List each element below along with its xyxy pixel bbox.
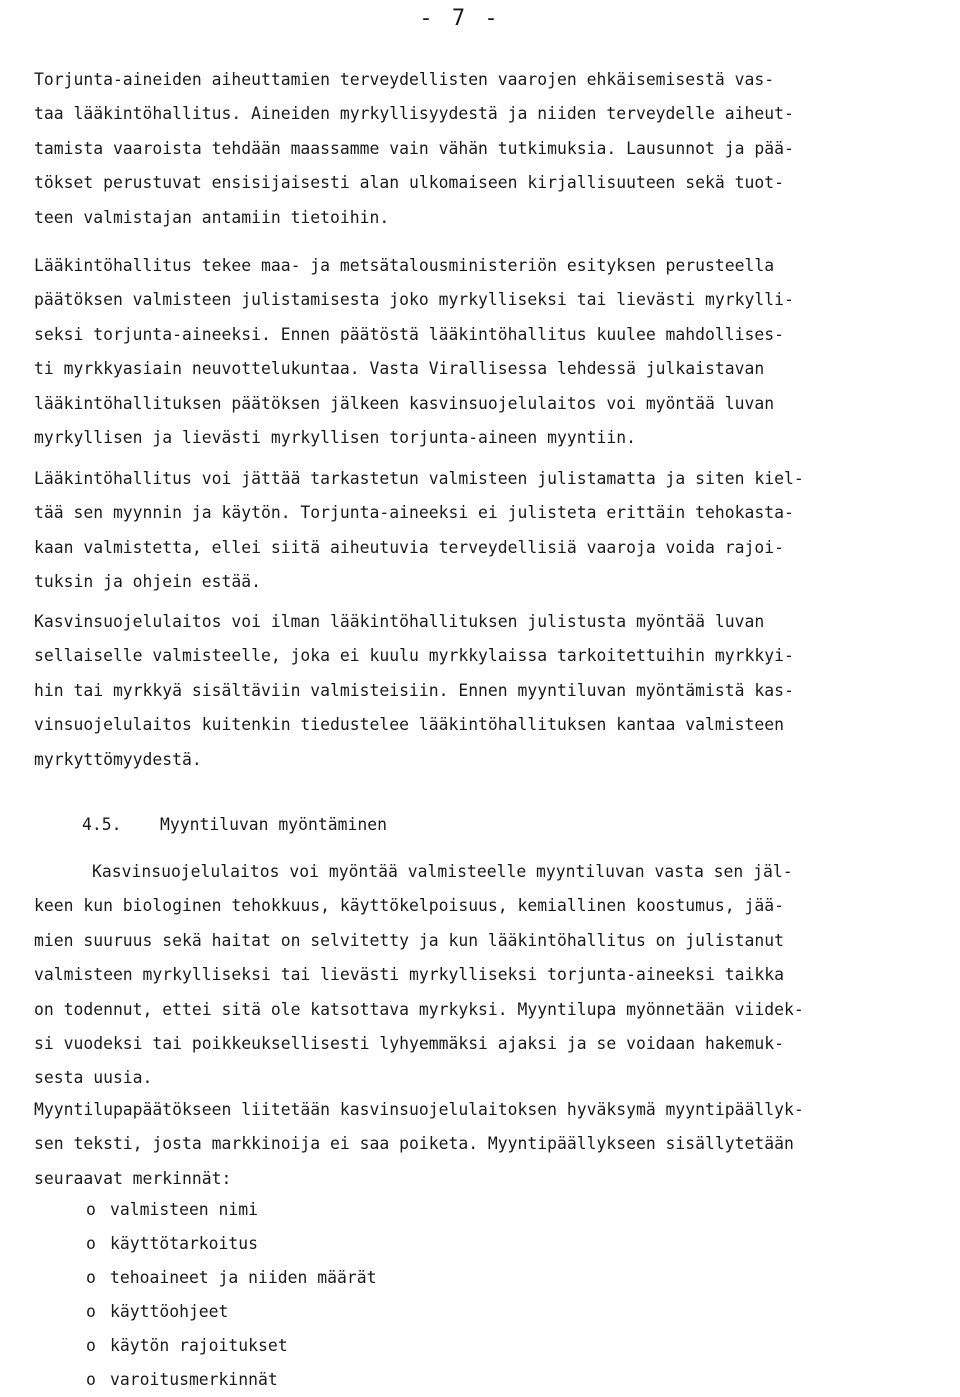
text-line: Lääkintöhallitus voi jättää tarkastetun valmisteen julistamatta ja siten kiel- (34, 469, 804, 488)
text-line: valmisteen myrkylliseksi tai lievästi myrkylliseksi torjunta-aineeksi taikka (34, 965, 784, 985)
text-line: myrkyllisen ja lievästi myrkyllisen torjunta-aineen myyntiin. (34, 428, 636, 448)
text-line: teen valmistajan antamiin tietoihin. (34, 207, 390, 227)
text-line: tuksin ja ohjein estää. (34, 572, 261, 592)
paragraph-toxicity-decision (34, 249, 900, 455)
text-line: seuraavat merkinnät: (34, 1168, 232, 1188)
paragraph-hazard-prevention (34, 63, 900, 235)
text-line: lääkintöhallituksen päätöksen jälkeen kasvinsuojelulaitos voi myöntää luvan (34, 393, 775, 413)
paragraph-label-text (34, 1093, 900, 1196)
text-line: Torjunta-aineiden aiheuttamien terveydellisten vaarojen ehkäisemisestä vas- (34, 70, 775, 89)
text-line: tää sen myynnin ja käytön. Torjunta-aineeksi ei julisteta erittäin tehokasta- (34, 503, 794, 523)
list-item-text: käyttötarkoitus (110, 1234, 259, 1253)
text-line: seksi torjunta-aineeksi. Ennen päätöstä lääkintöhallitus kuulee mahdollises- (34, 324, 784, 344)
text-line: Kasvinsuojelulaitos voi ilman lääkintöhallituksen julistusta myöntää luvan (34, 612, 765, 631)
list-item-text: tehoaineet ja niiden määrät (110, 1268, 377, 1287)
bullet-marker: o (86, 1200, 96, 1219)
text-line: päätöksen valmisteen julistamisesta joko myrkylliseksi tai lievästi myrkylli- (34, 290, 794, 310)
text-line: myrkyttömyydestä. (34, 749, 202, 769)
text-line: vinsuojelulaitos kuitenkin tiedustelee lääkintöhallituksen kantaa valmisteen (34, 715, 784, 735)
list-item (86, 1363, 376, 1397)
bullet-marker: o (86, 1336, 96, 1355)
bullet-marker: o (86, 1268, 96, 1287)
list-item-text: valmisteen nimi (110, 1200, 259, 1219)
paragraph-sale-prohibition (34, 462, 900, 600)
text-line: mien suuruus sekä haitat on selvitetty ja kun lääkintöhallitus on julistanut (34, 930, 784, 950)
paragraph-permit-conditions (34, 855, 900, 1096)
text-line: sesta uusia. (34, 1068, 153, 1088)
list-item-text: käytön rajoitukset (110, 1336, 288, 1355)
list-item (86, 1193, 376, 1227)
section-heading (82, 808, 387, 842)
bullet-marker: o (86, 1370, 96, 1389)
bullet-marker: o (86, 1302, 96, 1321)
text-line: Kasvinsuojelulaitos voi myöntää valmisteelle myyntiluvan vasta sen jäl- (92, 862, 793, 881)
text-line: kaan valmistetta, ellei siitä aiheutuvia terveydellisiä vaaroja voida rajoi- (34, 537, 784, 557)
text-line: on todennut, ettei sitä ole katsottava myrkyksi. Myyntilupa myönnetään viidek- (34, 999, 804, 1019)
text-line: taa lääkintöhallitus. Aineiden myrkyllisyydestä ja niiden terveydelle aiheut- (34, 104, 794, 124)
text-line: ti myrkkyasiain neuvottelukuntaa. Vasta Virallisessa lehdessä julkaistavan (34, 359, 765, 379)
section-number: 4.5. (82, 815, 122, 834)
list-item-text: varoitusmerkinnät (110, 1370, 278, 1389)
text-line: tökset perustuvat ensisijaisesti alan ulkomaiseen kirjallisuuteen sekä tuot- (34, 173, 784, 193)
bullet-marker: o (86, 1234, 96, 1253)
list-item-text: käyttöohjeet (110, 1302, 229, 1321)
label-markings-list (86, 1193, 376, 1397)
section-title: Myyntiluvan myöntäminen (160, 815, 387, 834)
text-line: si vuodeksi tai poikkeuksellisesti lyhyemmäksi ajaksi ja se voidaan hakemuk- (34, 1034, 784, 1054)
text-line: hin tai myrkkyä sisältäviin valmisteisiin. Ennen myyntiluvan myöntämistä kas- (34, 680, 794, 700)
text-line: sellaiselle valmisteelle, joka ei kuulu myrkkylaissa tarkoitettuihin myrkkyi- (34, 646, 794, 666)
text-line: keen kun biologinen tehokkuus, käyttökelpoisuus, kemiallinen koostumus, jää- (34, 896, 784, 916)
list-item (86, 1261, 376, 1295)
text-line: Myyntilupapäätökseen liitetään kasvinsuojelulaitoksen hyväksymä myyntipäällyk- (34, 1100, 804, 1119)
list-item (86, 1227, 376, 1261)
text-line: tamista vaaroista tehdään maassamme vain vähän tutkimuksia. Lausunnot ja pää- (34, 138, 794, 158)
paragraph-nontoxic-permit (34, 605, 900, 777)
list-item (86, 1329, 376, 1363)
text-line: Lääkintöhallitus tekee maa- ja metsätalousministeriön esityksen perusteella (34, 256, 775, 275)
list-item (86, 1295, 376, 1329)
text-line: sen teksti, josta markkinoija ei saa poiketa. Myyntipäällykseen sisällytetään (34, 1134, 794, 1154)
page-number: - 7 - (419, 6, 501, 31)
